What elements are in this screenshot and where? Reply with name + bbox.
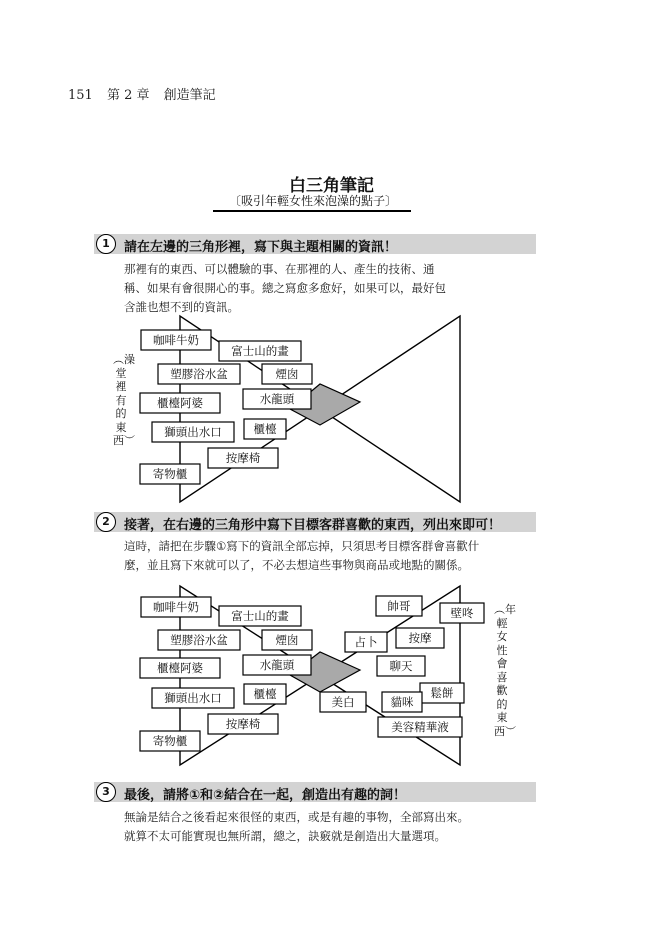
- d1-box-mt-fuji-painting: [219, 341, 301, 361]
- svg-text:貓咪: 貓咪: [390, 695, 414, 709]
- d1-box-counter: [244, 419, 286, 439]
- d2-box-chatting: [377, 656, 425, 676]
- d2-box-chimney: [262, 630, 312, 650]
- diagram-1: [140, 316, 460, 502]
- d2-box-counter-lady: [140, 658, 220, 678]
- svg-text:塑膠浴水盆: 塑膠浴水盆: [170, 367, 228, 381]
- svg-text:占卜: 占卜: [354, 635, 378, 649]
- svg-text:獅頭出水口: 獅頭出水口: [164, 425, 222, 439]
- d2-box-pancake: [420, 683, 464, 703]
- d2-box-massage: [396, 628, 444, 648]
- d2-box-handsome-guy: [376, 596, 422, 616]
- svg-text:咖啡牛奶: 咖啡牛奶: [153, 333, 199, 347]
- page-title: 白三角筆記: [289, 176, 374, 196]
- svg-text:壁咚: 壁咚: [450, 606, 474, 620]
- step-1-line-1: 那裡有的東西、可以體驗的事、在那裡的人、產生的技術、通: [124, 262, 435, 276]
- svg-text:富士山的畫: 富士山的畫: [231, 609, 289, 623]
- step-1-number: 1: [96, 234, 116, 254]
- svg-text:寄物櫃: 寄物櫃: [152, 734, 188, 748]
- d1-box-locker: [140, 464, 200, 484]
- page-number: 151: [68, 88, 93, 103]
- step-3-title: 最後，請將①和②結合在一起，創造出有趣的詞！: [124, 788, 407, 803]
- d2-box-kabedon: [440, 603, 484, 623]
- step-1-line-3: 含誰也想不到的資訊。: [124, 300, 239, 314]
- svg-text:富士山的畫: 富士山的畫: [231, 344, 289, 358]
- d1-box-coffee-milk: [141, 330, 211, 350]
- svg-text:櫃檯阿婆: 櫃檯阿婆: [157, 396, 203, 410]
- chapter-label: 第 2 章: [106, 88, 150, 103]
- svg-text:煙囱: 煙囱: [275, 633, 299, 647]
- d2-box-lion-spout: [152, 688, 234, 708]
- step-1-line-2: 稱、如果有會很開心的事。總之寫愈多愈好，如果可以，最好包: [124, 281, 446, 295]
- svg-text:櫃檯: 櫃檯: [253, 422, 277, 436]
- d1-box-faucet: [243, 389, 311, 409]
- svg-text:水龍頭: 水龍頭: [259, 658, 295, 672]
- d2-box-coffee-milk: [141, 597, 211, 617]
- d1-box-lion-spout: [152, 422, 234, 442]
- svg-text:按摩椅: 按摩椅: [225, 717, 261, 731]
- svg-text:塑膠浴水盆: 塑膠浴水盆: [170, 633, 228, 647]
- d2-box-beauty-serum: [378, 717, 462, 737]
- svg-text:鬆餅: 鬆餅: [430, 686, 454, 700]
- svg-text:帥哥: 帥哥: [387, 599, 411, 613]
- step-1-title: 請在左邊的三角形裡，寫下與主題相關的資訊！: [124, 240, 398, 255]
- diagram-2: [140, 586, 484, 765]
- step-3-number: 3: [96, 782, 116, 802]
- step-2-title: 接著，在右邊的三角形中寫下目標客群喜歡的東西，列出來即可！: [124, 518, 502, 533]
- d2-box-plastic-basin: [158, 630, 240, 650]
- svg-text:美白: 美白: [331, 695, 355, 709]
- d1-box-plastic-basin: [158, 364, 240, 384]
- diagram-1-side-label: ︵澡堂裡有的東西︶: [113, 353, 135, 447]
- d1-box-counter-lady: [140, 393, 220, 413]
- d1-box-massage-chair: [208, 448, 278, 468]
- d2-box-counter: [244, 684, 286, 704]
- chapter-title: 創造筆記: [163, 88, 216, 103]
- step-2-line-1: 這時，請把在步驟①寫下的資訊全部忘掉，只須思考目標客群會喜歡什: [124, 539, 480, 553]
- d1-box-chimney: [262, 364, 312, 384]
- svg-text:櫃檯阿婆: 櫃檯阿婆: [157, 661, 203, 675]
- svg-text:寄物櫃: 寄物櫃: [152, 467, 188, 481]
- d2-box-cat: [382, 692, 422, 712]
- step-2-number: 2: [96, 512, 116, 532]
- svg-text:櫃檯: 櫃檯: [253, 687, 277, 701]
- svg-text:美容精華液: 美容精華液: [391, 720, 449, 734]
- step-3-line-2: 就算不太可能實現也無所謂，總之，訣竅就是創造出大量選項。: [124, 829, 446, 843]
- svg-text:水龍頭: 水龍頭: [259, 392, 295, 406]
- diagram-2-side-label: ︵年輕女性會喜歡的東西︶: [494, 603, 516, 738]
- d2-box-faucet: [243, 655, 311, 675]
- svg-text:咖啡牛奶: 咖啡牛奶: [153, 600, 199, 614]
- svg-text:按摩椅: 按摩椅: [225, 451, 261, 465]
- svg-text:聊天: 聊天: [389, 659, 413, 673]
- page-subtitle: 〔吸引年輕女性來泡澡的點子〕: [228, 194, 397, 208]
- step-3-line-1: 無論是結合之後看起來很怪的東西，或是有趣的事物，全部寫出來。: [124, 810, 469, 824]
- svg-text:煙囱: 煙囱: [275, 367, 299, 381]
- step-2-line-2: 麼，並且寫下來就可以了，不必去想這些事物與商品或地點的關係。: [124, 558, 469, 572]
- d2-box-fortune-telling: [345, 632, 387, 652]
- d2-box-mt-fuji-painting: [219, 606, 301, 626]
- d2-box-whitening: [320, 692, 366, 712]
- d2-box-locker: [140, 731, 200, 751]
- svg-text:獅頭出水口: 獅頭出水口: [164, 691, 222, 705]
- d2-box-massage-chair: [208, 714, 278, 734]
- svg-text:按摩: 按摩: [408, 631, 432, 645]
